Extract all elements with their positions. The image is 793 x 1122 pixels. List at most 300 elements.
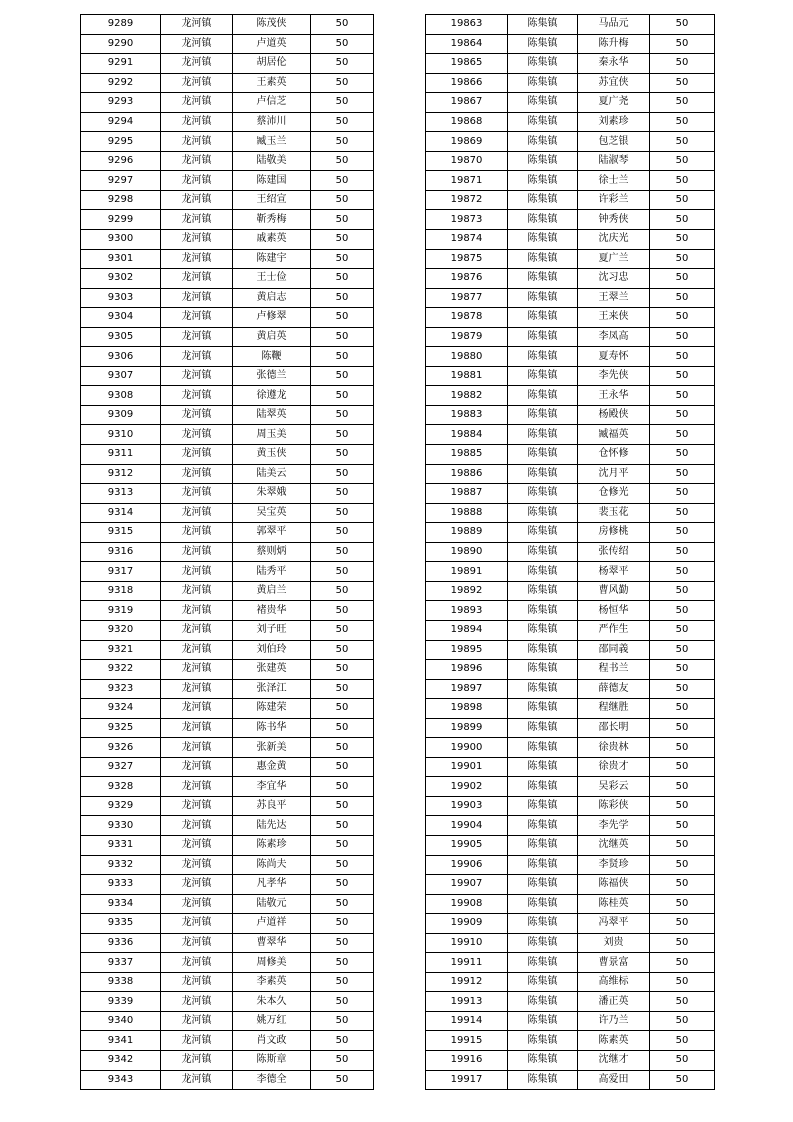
row-number-cell: 9319 [81, 601, 161, 621]
name-cell: 黄玉侠 [233, 445, 311, 465]
table-row [81, 190, 374, 210]
row-number-cell: 9301 [81, 249, 161, 269]
name-cell: 沈继英 [578, 835, 650, 855]
name-cell: 张建英 [233, 660, 311, 680]
table-row [81, 269, 374, 289]
table-row [81, 1050, 374, 1070]
table-row [426, 405, 715, 425]
table-row [81, 93, 374, 113]
table-row [426, 190, 715, 210]
row-number-cell: 19873 [426, 210, 508, 230]
name-cell: 李宜华 [233, 777, 311, 797]
amount-cell: 50 [650, 347, 715, 367]
name-cell: 黄启兰 [233, 581, 311, 601]
amount-cell: 50 [311, 620, 374, 640]
name-cell: 张传绍 [578, 542, 650, 562]
name-cell: 杨翠平 [578, 562, 650, 582]
row-number-cell: 9321 [81, 640, 161, 660]
amount-cell: 50 [650, 640, 715, 660]
name-cell: 王翠兰 [578, 288, 650, 308]
amount-cell: 50 [311, 542, 374, 562]
table-row [426, 1050, 715, 1070]
table-row [81, 171, 374, 191]
amount-cell: 50 [311, 366, 374, 386]
table-row [81, 699, 374, 719]
row-number-cell: 19903 [426, 796, 508, 816]
town-cell: 陈集镇 [508, 269, 578, 289]
row-number-cell: 9332 [81, 855, 161, 875]
row-number-cell: 9322 [81, 660, 161, 680]
amount-cell: 50 [311, 73, 374, 93]
amount-cell: 50 [650, 992, 715, 1012]
town-cell: 陈集镇 [508, 660, 578, 680]
amount-cell: 50 [311, 855, 374, 875]
name-cell: 朱本久 [233, 992, 311, 1012]
name-cell: 严作生 [578, 620, 650, 640]
row-number-cell: 19877 [426, 288, 508, 308]
table-row [81, 54, 374, 74]
table-row [81, 757, 374, 777]
row-number-cell: 9317 [81, 562, 161, 582]
name-cell: 王素英 [233, 73, 311, 93]
name-cell: 许乃兰 [578, 1011, 650, 1031]
table-row [81, 1031, 374, 1051]
town-cell: 龙河镇 [161, 15, 233, 35]
row-number-cell: 9336 [81, 933, 161, 953]
name-cell: 曹景富 [578, 953, 650, 973]
town-cell: 陈集镇 [508, 855, 578, 875]
town-cell: 龙河镇 [161, 914, 233, 934]
row-number-cell: 9333 [81, 875, 161, 895]
row-number-cell: 9299 [81, 210, 161, 230]
town-cell: 龙河镇 [161, 171, 233, 191]
amount-cell: 50 [311, 405, 374, 425]
table-row [426, 1011, 715, 1031]
town-cell: 龙河镇 [161, 1070, 233, 1090]
town-cell: 龙河镇 [161, 660, 233, 680]
table-row [81, 484, 374, 504]
row-number-cell: 19907 [426, 875, 508, 895]
row-number-cell: 19883 [426, 405, 508, 425]
name-cell: 陈福侠 [578, 875, 650, 895]
name-cell: 陈建国 [233, 171, 311, 191]
table-row [81, 1070, 374, 1090]
name-cell: 程书兰 [578, 660, 650, 680]
town-cell: 龙河镇 [161, 112, 233, 132]
table-row [426, 503, 715, 523]
town-cell: 陈集镇 [508, 386, 578, 406]
amount-cell: 50 [311, 425, 374, 445]
table-row [81, 523, 374, 543]
town-cell: 陈集镇 [508, 875, 578, 895]
row-number-cell: 9303 [81, 288, 161, 308]
name-cell: 陈素英 [578, 1031, 650, 1051]
name-cell: 陈升梅 [578, 34, 650, 54]
amount-cell: 50 [311, 484, 374, 504]
row-number-cell: 19904 [426, 816, 508, 836]
name-cell: 李凤高 [578, 327, 650, 347]
amount-cell: 50 [311, 875, 374, 895]
table-row [426, 73, 715, 93]
table-row [81, 288, 374, 308]
amount-cell: 50 [311, 816, 374, 836]
town-cell: 龙河镇 [161, 757, 233, 777]
town-cell: 龙河镇 [161, 581, 233, 601]
amount-cell: 50 [311, 34, 374, 54]
amount-cell: 50 [311, 640, 374, 660]
town-cell: 龙河镇 [161, 308, 233, 328]
row-number-cell: 9291 [81, 54, 161, 74]
amount-cell: 50 [650, 601, 715, 621]
amount-cell: 50 [650, 972, 715, 992]
table-row [426, 112, 715, 132]
name-cell: 陆先达 [233, 816, 311, 836]
name-cell: 周修美 [233, 953, 311, 973]
town-cell: 龙河镇 [161, 835, 233, 855]
town-cell: 龙河镇 [161, 269, 233, 289]
row-number-cell: 9335 [81, 914, 161, 934]
table-row [426, 894, 715, 914]
row-number-cell: 19886 [426, 464, 508, 484]
name-cell: 刘贵 [578, 933, 650, 953]
row-number-cell: 9343 [81, 1070, 161, 1090]
name-cell: 薛德友 [578, 679, 650, 699]
name-cell: 陈建荣 [233, 699, 311, 719]
amount-cell: 50 [650, 1031, 715, 1051]
table-row [426, 933, 715, 953]
amount-cell: 50 [311, 15, 374, 35]
amount-cell: 50 [311, 132, 374, 152]
amount-cell: 50 [650, 1011, 715, 1031]
row-number-cell: 19876 [426, 269, 508, 289]
town-cell: 龙河镇 [161, 992, 233, 1012]
town-cell: 陈集镇 [508, 679, 578, 699]
amount-cell: 50 [650, 327, 715, 347]
table-row [81, 640, 374, 660]
row-number-cell: 9342 [81, 1050, 161, 1070]
table-row [426, 210, 715, 230]
amount-cell: 50 [650, 405, 715, 425]
row-number-cell: 9298 [81, 190, 161, 210]
amount-cell: 50 [311, 503, 374, 523]
name-cell: 沈继才 [578, 1050, 650, 1070]
name-cell: 李德全 [233, 1070, 311, 1090]
name-cell: 徐士兰 [578, 171, 650, 191]
name-cell: 钟秀侠 [578, 210, 650, 230]
row-number-cell: 19915 [426, 1031, 508, 1051]
town-cell: 陈集镇 [508, 425, 578, 445]
table-row [81, 386, 374, 406]
amount-cell: 50 [311, 54, 374, 74]
town-cell: 龙河镇 [161, 718, 233, 738]
town-cell: 陈集镇 [508, 288, 578, 308]
name-cell: 高维标 [578, 972, 650, 992]
town-cell: 龙河镇 [161, 366, 233, 386]
name-cell: 陈桂英 [578, 894, 650, 914]
amount-cell: 50 [311, 601, 374, 621]
amount-cell: 50 [650, 914, 715, 934]
row-number-cell: 19897 [426, 679, 508, 699]
amount-cell: 50 [311, 93, 374, 113]
name-cell: 陆敬元 [233, 894, 311, 914]
amount-cell: 50 [650, 542, 715, 562]
row-number-cell: 9338 [81, 972, 161, 992]
table-row [81, 445, 374, 465]
amount-cell: 50 [650, 386, 715, 406]
row-number-cell: 19878 [426, 308, 508, 328]
town-cell: 龙河镇 [161, 54, 233, 74]
name-cell: 陆翠英 [233, 405, 311, 425]
table-row [81, 679, 374, 699]
amount-cell: 50 [311, 562, 374, 582]
town-cell: 龙河镇 [161, 464, 233, 484]
amount-cell: 50 [311, 835, 374, 855]
row-number-cell: 19870 [426, 151, 508, 171]
row-number-cell: 9328 [81, 777, 161, 797]
name-cell: 蔡则炳 [233, 542, 311, 562]
amount-cell: 50 [650, 503, 715, 523]
amount-cell: 50 [650, 366, 715, 386]
row-number-cell: 9309 [81, 405, 161, 425]
town-cell: 龙河镇 [161, 249, 233, 269]
row-number-cell: 19869 [426, 132, 508, 152]
table-row [81, 660, 374, 680]
town-cell: 陈集镇 [508, 757, 578, 777]
amount-cell: 50 [311, 699, 374, 719]
amount-cell: 50 [311, 327, 374, 347]
table-row [81, 796, 374, 816]
amount-cell: 50 [650, 308, 715, 328]
row-number-cell: 19888 [426, 503, 508, 523]
amount-cell: 50 [311, 210, 374, 230]
name-cell: 邵同義 [578, 640, 650, 660]
name-cell: 王来侠 [578, 308, 650, 328]
table-row [426, 386, 715, 406]
table-row [81, 151, 374, 171]
table-row [426, 992, 715, 1012]
table-row [81, 933, 374, 953]
table-row [81, 1011, 374, 1031]
amount-cell: 50 [650, 445, 715, 465]
table-row [81, 327, 374, 347]
amount-cell: 50 [650, 464, 715, 484]
town-cell: 龙河镇 [161, 972, 233, 992]
table-row [81, 972, 374, 992]
name-cell: 卢修翠 [233, 308, 311, 328]
row-number-cell: 19875 [426, 249, 508, 269]
name-cell: 陆美云 [233, 464, 311, 484]
row-number-cell: 9318 [81, 581, 161, 601]
amount-cell: 50 [311, 308, 374, 328]
name-cell: 胡居伦 [233, 54, 311, 74]
amount-cell: 50 [311, 1031, 374, 1051]
table-row [426, 151, 715, 171]
name-cell: 程继胜 [578, 699, 650, 719]
row-number-cell: 19881 [426, 366, 508, 386]
town-cell: 陈集镇 [508, 640, 578, 660]
table-row [426, 875, 715, 895]
table-row [426, 249, 715, 269]
row-number-cell: 9294 [81, 112, 161, 132]
table-row [426, 562, 715, 582]
table-row [81, 816, 374, 836]
town-cell: 陈集镇 [508, 816, 578, 836]
amount-cell: 50 [311, 151, 374, 171]
table-row [81, 581, 374, 601]
town-cell: 龙河镇 [161, 738, 233, 758]
row-number-cell: 19866 [426, 73, 508, 93]
amount-cell: 50 [311, 679, 374, 699]
amount-cell: 50 [650, 855, 715, 875]
table-row [426, 777, 715, 797]
town-cell: 陈集镇 [508, 972, 578, 992]
amount-cell: 50 [650, 132, 715, 152]
name-cell: 肖文政 [233, 1031, 311, 1051]
amount-cell: 50 [311, 269, 374, 289]
amount-cell: 50 [311, 738, 374, 758]
town-cell: 陈集镇 [508, 15, 578, 35]
name-cell: 周玉美 [233, 425, 311, 445]
row-number-cell: 9297 [81, 171, 161, 191]
town-cell: 龙河镇 [161, 953, 233, 973]
amount-cell: 50 [650, 1070, 715, 1090]
table-row [426, 230, 715, 250]
town-cell: 陈集镇 [508, 464, 578, 484]
town-cell: 陈集镇 [508, 366, 578, 386]
name-cell: 黄启志 [233, 288, 311, 308]
town-cell: 陈集镇 [508, 562, 578, 582]
row-number-cell: 19894 [426, 620, 508, 640]
amount-cell: 50 [311, 1011, 374, 1031]
name-cell: 张泽江 [233, 679, 311, 699]
table-row [426, 796, 715, 816]
name-cell: 吴宝英 [233, 503, 311, 523]
row-number-cell: 19882 [426, 386, 508, 406]
row-number-cell: 19908 [426, 894, 508, 914]
amount-cell: 50 [311, 660, 374, 680]
row-number-cell: 19905 [426, 835, 508, 855]
row-number-cell: 9320 [81, 620, 161, 640]
name-cell: 陈尚夫 [233, 855, 311, 875]
amount-cell: 50 [311, 796, 374, 816]
town-cell: 龙河镇 [161, 288, 233, 308]
table-row [81, 601, 374, 621]
town-cell: 龙河镇 [161, 796, 233, 816]
town-cell: 陈集镇 [508, 581, 578, 601]
name-cell: 陆秀平 [233, 562, 311, 582]
table-row [426, 972, 715, 992]
row-number-cell: 19885 [426, 445, 508, 465]
town-cell: 龙河镇 [161, 640, 233, 660]
town-cell: 陈集镇 [508, 1031, 578, 1051]
table-row [81, 503, 374, 523]
town-cell: 陈集镇 [508, 777, 578, 797]
row-number-cell: 9334 [81, 894, 161, 914]
table-row [81, 230, 374, 250]
town-cell: 陈集镇 [508, 484, 578, 504]
table-row [426, 1070, 715, 1090]
table-row [426, 288, 715, 308]
row-number-cell: 9293 [81, 93, 161, 113]
name-cell: 陈彩侠 [578, 796, 650, 816]
table-row [426, 679, 715, 699]
name-cell: 苏宜侠 [578, 73, 650, 93]
town-cell: 龙河镇 [161, 1050, 233, 1070]
town-cell: 陈集镇 [508, 699, 578, 719]
name-cell: 潘正英 [578, 992, 650, 1012]
town-cell: 陈集镇 [508, 54, 578, 74]
row-number-cell: 9305 [81, 327, 161, 347]
town-cell: 陈集镇 [508, 1011, 578, 1031]
town-cell: 龙河镇 [161, 562, 233, 582]
table-row [426, 640, 715, 660]
amount-cell: 50 [650, 581, 715, 601]
amount-cell: 50 [650, 679, 715, 699]
name-cell: 王绍宣 [233, 190, 311, 210]
table-row [81, 855, 374, 875]
town-cell: 陈集镇 [508, 542, 578, 562]
amount-cell: 50 [650, 249, 715, 269]
name-cell: 朱翠娥 [233, 484, 311, 504]
table-row [81, 542, 374, 562]
name-cell: 张德兰 [233, 366, 311, 386]
town-cell: 陈集镇 [508, 93, 578, 113]
row-number-cell: 19889 [426, 523, 508, 543]
table-row [426, 718, 715, 738]
row-number-cell: 19872 [426, 190, 508, 210]
amount-cell: 50 [650, 933, 715, 953]
name-cell: 李素英 [233, 972, 311, 992]
row-number-cell: 9306 [81, 347, 161, 367]
name-cell: 包芝银 [578, 132, 650, 152]
table-row [426, 54, 715, 74]
row-number-cell: 19880 [426, 347, 508, 367]
name-cell: 沈习忠 [578, 269, 650, 289]
town-cell: 陈集镇 [508, 620, 578, 640]
table-row [426, 699, 715, 719]
town-cell: 龙河镇 [161, 210, 233, 230]
town-cell: 龙河镇 [161, 73, 233, 93]
row-number-cell: 9329 [81, 796, 161, 816]
name-cell: 黄启英 [233, 327, 311, 347]
row-number-cell: 9327 [81, 757, 161, 777]
amount-cell: 50 [650, 875, 715, 895]
row-number-cell: 9330 [81, 816, 161, 836]
town-cell: 陈集镇 [508, 151, 578, 171]
town-cell: 龙河镇 [161, 523, 233, 543]
table-row [426, 327, 715, 347]
town-cell: 陈集镇 [508, 347, 578, 367]
amount-cell: 50 [311, 523, 374, 543]
amount-cell: 50 [311, 777, 374, 797]
amount-cell: 50 [311, 581, 374, 601]
name-cell: 陈鞭 [233, 347, 311, 367]
amount-cell: 50 [311, 190, 374, 210]
name-cell: 秦永华 [578, 54, 650, 74]
town-cell: 陈集镇 [508, 445, 578, 465]
name-cell: 陈素珍 [233, 835, 311, 855]
name-cell: 仓修光 [578, 484, 650, 504]
amount-cell: 50 [311, 914, 374, 934]
town-cell: 陈集镇 [508, 953, 578, 973]
row-number-cell: 19867 [426, 93, 508, 113]
amount-cell: 50 [311, 1070, 374, 1090]
table-row [426, 347, 715, 367]
name-cell: 陈建宇 [233, 249, 311, 269]
table-row [426, 581, 715, 601]
town-cell: 龙河镇 [161, 620, 233, 640]
table-row [426, 953, 715, 973]
